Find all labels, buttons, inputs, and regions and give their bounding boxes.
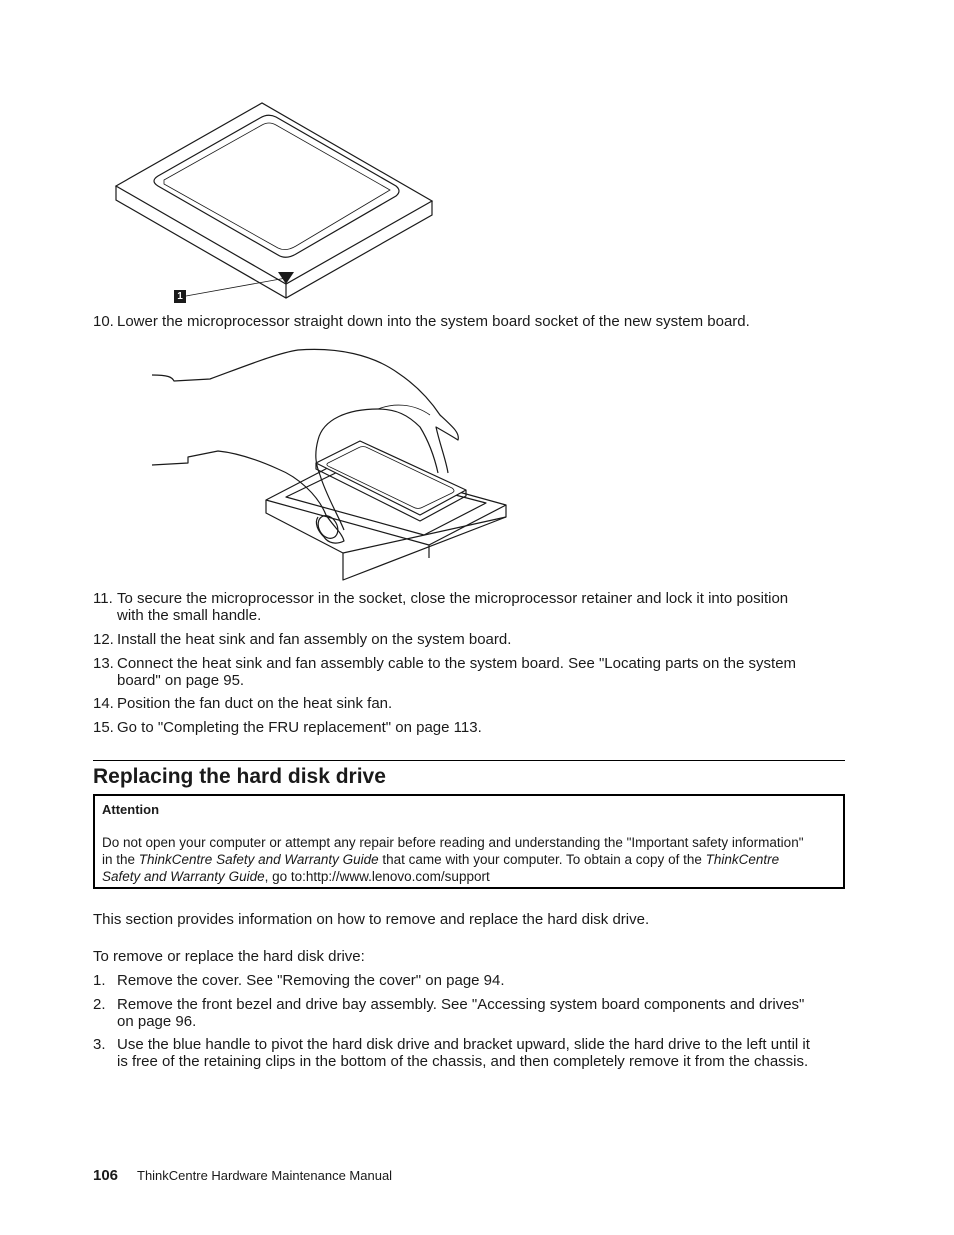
- hand-insert-illustration: [148, 345, 513, 585]
- step-10: [93, 313, 845, 330]
- step-number: 10.: [93, 313, 114, 330]
- attention-line: [102, 868, 840, 885]
- section-divider: [93, 760, 845, 761]
- guide-title: ThinkCentre Safety and Warranty Guide: [138, 852, 379, 867]
- step-text-line: Use the blue handle to pivot the hard disk drive and bracket upward, slide the hard drive to the left until it: [117, 1036, 810, 1053]
- step-text-line: with the small handle.: [117, 607, 262, 624]
- section-title: Replacing the hard disk drive: [93, 765, 386, 788]
- attention-text-run: in the: [102, 852, 139, 867]
- attention-line: Do not open your computer or attempt any repair before reading and understanding the "Important safety information": [102, 835, 804, 850]
- step-number: 1.: [93, 972, 106, 989]
- step-1: [93, 972, 845, 989]
- step-text-line: Remove the front bezel and drive bay assembly. See "Accessing system board components and drives": [117, 996, 805, 1013]
- step-13: [93, 655, 845, 689]
- step-number: 12.: [93, 631, 114, 648]
- manual-title: ThinkCentre Hardware Maintenance Manual: [137, 1168, 393, 1183]
- step-text-line: Connect the heat sink and fan assembly cable to the system board. See "Locating parts on the system: [117, 655, 797, 672]
- step-14: [93, 695, 845, 712]
- microprocessor-figure: [110, 98, 440, 308]
- step-number: 13.: [93, 655, 114, 672]
- attention-text-run: that came with your computer. To obtain a copy of the: [378, 852, 706, 867]
- step-number: 2.: [93, 996, 106, 1013]
- attention-label: Attention: [102, 802, 160, 817]
- guide-title: ThinkCentre: [705, 852, 780, 867]
- step-text-line: To secure the microprocessor in the socket, close the microprocessor retainer and lock it into position: [117, 590, 789, 607]
- step-text: Lower the microprocessor straight down into the system board socket of the new system board.: [117, 313, 750, 330]
- microprocessor-illustration: [110, 98, 440, 308]
- step-2: [93, 996, 845, 1030]
- step-number: 3.: [93, 1036, 106, 1053]
- step-number: 11.: [93, 590, 113, 607]
- step-text-line: is free of the retaining clips in the bottom of the chassis, and then completely remove it from the chassis.: [117, 1053, 809, 1070]
- step-number: 15.: [93, 719, 114, 736]
- step-text-line: on page 96.: [117, 1013, 197, 1030]
- attention-line: [102, 851, 840, 868]
- step-text-line: Install the heat sink and fan assembly on the system board.: [117, 631, 512, 648]
- intro-paragraph: This section provides information on how to remove and replace the hard disk drive.: [93, 911, 650, 928]
- guide-title: Safety and Warranty Guide: [102, 869, 265, 884]
- page-number: 106: [93, 1167, 119, 1184]
- step-3: [93, 1036, 845, 1070]
- lead-paragraph: To remove or replace the hard disk drive:: [93, 948, 365, 965]
- step-text-line: Remove the cover. See "Removing the cover" on page 94.: [117, 972, 505, 989]
- attention-box: [93, 794, 845, 889]
- step-text-line: board" on page 95.: [117, 672, 245, 689]
- step-15: [93, 719, 845, 736]
- step-text-line: Go to "Completing the FRU replacement" on page 113.: [117, 719, 482, 736]
- step-11: [93, 590, 845, 624]
- attention-text: [102, 834, 840, 885]
- hand-insert-figure: [148, 345, 513, 585]
- step-12: [93, 631, 845, 648]
- step-text-line: Position the fan duct on the heat sink fan.: [117, 695, 393, 712]
- step-number: 14.: [93, 695, 114, 712]
- callout-label: 1: [177, 291, 183, 302]
- support-url-text: , go to:http://www.lenovo.com/support: [264, 869, 490, 884]
